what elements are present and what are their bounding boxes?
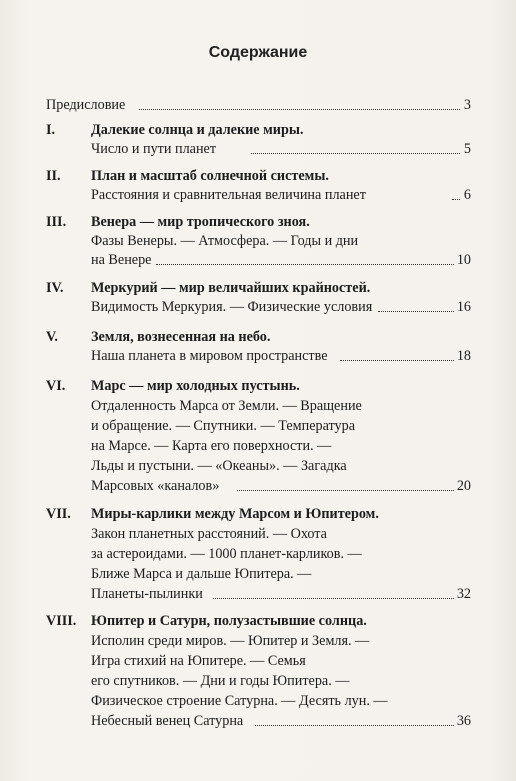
- toc-chapter-8-line: [0, 671, 516, 691]
- toc-entry-label: Предисловие: [46, 97, 126, 113]
- leader-dots: [251, 152, 460, 154]
- toc-page-number: 10: [456, 252, 471, 268]
- toc-chapter-6-line: [0, 476, 516, 496]
- toc-entry-preface[interactable]: [0, 95, 516, 115]
- toc-chapter-4-line: [0, 297, 516, 317]
- toc-chapter-7-line: [0, 524, 516, 544]
- toc-chapter-3-line: [0, 231, 516, 251]
- toc-chapter-7-line: [0, 544, 516, 564]
- chapter-title: Миры-карлики между Марсом и Юпитером.: [91, 506, 379, 522]
- toc-chapter-6-line: [0, 456, 516, 476]
- leader-dots: [340, 359, 454, 361]
- toc-chapter-6-line: [0, 396, 516, 416]
- toc-chapter-8-line: [0, 651, 516, 671]
- chapter-subtopics: Видимость Меркурия. — Физические условия: [91, 299, 373, 315]
- chapter-subtopics: Марсовых «каналов»: [91, 478, 220, 494]
- toc-chapter-8-line: [0, 691, 516, 711]
- chapter-subtopics: и обращение. — Спутники. — Температура: [91, 418, 356, 434]
- chapter-subtopics: его спутников. — Дни и годы Юпитера. —: [91, 673, 350, 689]
- chapter-number: I.: [46, 122, 56, 138]
- chapter-number: VII.: [46, 506, 71, 522]
- toc-page-number: 36: [456, 713, 471, 729]
- toc-chapter-1-line: [0, 139, 516, 159]
- chapter-number: II.: [46, 168, 61, 184]
- chapter-subtopics: на Марсе. — Карта его поверхности. —: [91, 438, 332, 454]
- toc-chapter-3-heading[interactable]: [0, 212, 516, 232]
- leader-dots: [156, 263, 454, 265]
- toc-chapter-5-line: [0, 346, 516, 366]
- chapter-subtopics: на Венере: [91, 252, 152, 268]
- toc-page-number: 16: [456, 299, 471, 315]
- page-title: Содержание: [208, 44, 308, 61]
- toc-page-number: 18: [456, 348, 471, 364]
- toc-chapter-2-heading[interactable]: [0, 166, 516, 186]
- toc-chapter-6-line: [0, 416, 516, 436]
- toc-chapter-2-line: [0, 185, 516, 205]
- chapter-subtopics: Отдаленность Марса от Земли. — Вращение: [91, 398, 362, 414]
- chapter-subtopics: Закон планетных расстояний. — Охота: [91, 526, 327, 542]
- leader-dots: [255, 724, 454, 726]
- chapter-subtopics: Исполин среди миров. — Юпитер и Земля. —: [91, 633, 370, 649]
- toc-chapter-5-heading[interactable]: [0, 327, 516, 347]
- chapter-subtopics: Число и пути планет: [91, 141, 217, 157]
- chapter-subtopics: Игра стихий на Юпитере. — Семья: [91, 653, 306, 669]
- toc-page-number: 20: [456, 478, 471, 494]
- chapter-title: Меркурий — мир величайших крайностей.: [91, 280, 371, 296]
- toc-page-number: 32: [456, 586, 471, 602]
- chapter-title: Юпитер и Сатурн, полузастывшие солнца.: [91, 613, 367, 629]
- leader-dots: [378, 310, 454, 312]
- toc-page-number: 3: [463, 97, 471, 113]
- leader-dots: [213, 597, 454, 599]
- chapter-subtopics: Льды и пустыни. — «Океаны». — Загадка: [91, 458, 347, 474]
- chapter-number: V.: [46, 329, 58, 345]
- chapter-number: VIII.: [46, 613, 77, 629]
- leader-dots: [139, 108, 460, 110]
- chapter-subtopics: Физическое строение Сатурна. — Десять лун. —: [91, 693, 388, 709]
- chapter-subtopics: Небесный венец Сатурна: [91, 713, 244, 729]
- chapter-title: Земля, вознесенная на небо.: [91, 329, 271, 345]
- toc-chapter-8-line: [0, 711, 516, 731]
- toc-chapter-7-line: [0, 584, 516, 604]
- toc-chapter-6-line: [0, 436, 516, 456]
- chapter-title: Венера — мир тропического зноя.: [91, 214, 310, 230]
- chapter-subtopics: Фазы Венеры. — Атмосфера. — Годы и дни: [91, 233, 359, 249]
- chapter-subtopics: за астероидами. — 1000 планет-карликов. —: [91, 546, 362, 562]
- chapter-title: Далекие солнца и далекие миры.: [91, 122, 304, 138]
- toc-page-number: 5: [463, 141, 471, 157]
- leader-dots: [237, 489, 454, 491]
- toc-chapter-7-heading[interactable]: [0, 504, 516, 524]
- chapter-subtopics: Наша планета в мировом пространстве: [91, 348, 328, 364]
- chapter-subtopics: Расстояния и сравнительная величина планет: [91, 187, 366, 203]
- toc-chapter-6-heading[interactable]: [0, 376, 516, 396]
- chapter-number: III.: [46, 214, 67, 230]
- chapter-title: План и масштаб солнечной системы.: [91, 168, 329, 184]
- toc-chapter-8-line: [0, 631, 516, 651]
- toc-chapter-4-heading[interactable]: [0, 278, 516, 298]
- chapter-number: VI.: [46, 378, 66, 394]
- toc-page-number: 6: [463, 187, 471, 203]
- toc-chapter-1-heading[interactable]: [0, 120, 516, 140]
- toc-chapter-3-line: [0, 250, 516, 270]
- leader-dots: [452, 198, 460, 200]
- chapter-subtopics: Ближе Марса и дальше Юпитера. —: [91, 566, 312, 582]
- chapter-subtopics: Планеты-пылинки: [91, 586, 203, 602]
- chapter-title: Марс — мир холодных пустынь.: [91, 378, 300, 394]
- chapter-number: IV.: [46, 280, 64, 296]
- toc-chapter-7-line: [0, 564, 516, 584]
- toc-chapter-8-heading[interactable]: [0, 611, 516, 631]
